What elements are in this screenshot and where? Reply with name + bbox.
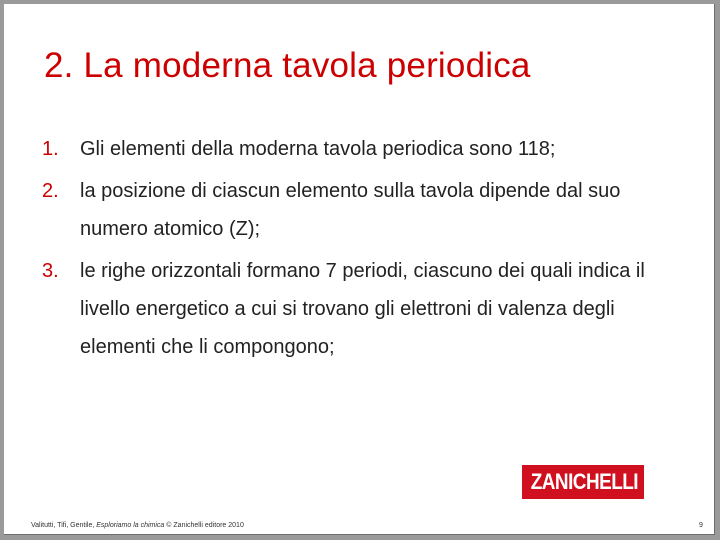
slide	[4, 4, 715, 535]
numbered-list	[42, 130, 662, 370]
list-number: 3.	[42, 260, 59, 282]
list-number: 1.	[42, 138, 59, 160]
footer-credits	[31, 522, 244, 529]
list-item-text: la posizione di ciascun elemento sulla tavola dipende dal suo numero atomico (Z);	[80, 180, 621, 240]
list-item	[42, 172, 662, 248]
footer-authors: Valitutti, Tifi, Gentile,	[31, 522, 95, 529]
footer-publisher: © Zanichelli editore 2010	[166, 522, 244, 529]
footer-book-title: Esploriamo la chimica	[96, 522, 165, 529]
list-item-text: Gli elementi della moderna tavola periodica sono 118;	[80, 138, 556, 160]
logo-text: ZANICHELLI	[530, 469, 639, 494]
list-item-text: le righe orizzontali formano 7 periodi, ciascuno dei quali indica il livello energetico a cui si trovano gli elettroni di valenza degli elementi che li compongono;	[80, 260, 645, 358]
slide-title: 2. La moderna tavola periodica	[44, 46, 531, 85]
page-number: 9	[699, 522, 703, 529]
list-number: 2.	[42, 180, 59, 202]
zanichelli-logo	[522, 465, 644, 499]
list-item	[42, 252, 662, 366]
list-item	[42, 130, 662, 168]
